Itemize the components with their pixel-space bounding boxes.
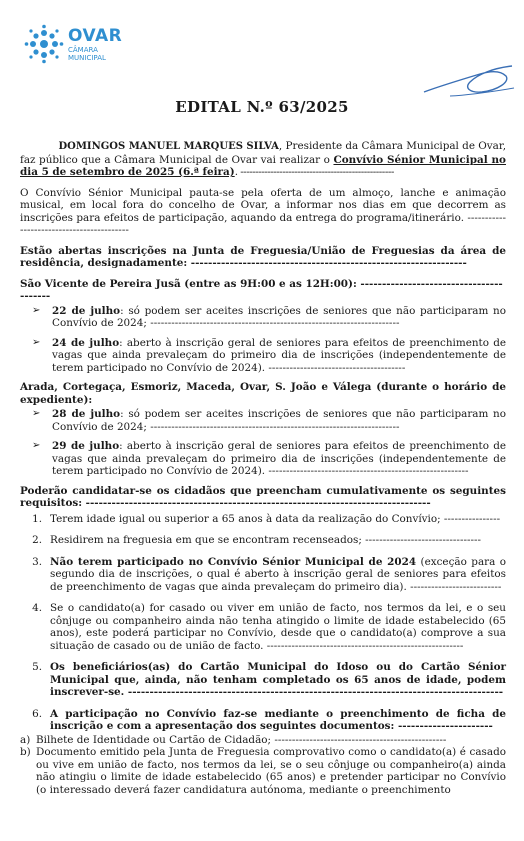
- ovar-flower-logo-icon: [24, 24, 64, 64]
- signature-scribble: [420, 62, 516, 102]
- logo-sub-line1: CÂMARA: [68, 46, 98, 54]
- group1-header: São Vicente de Pereira Jusã (entre as 9H:00 e as 12H:00): ----------------------------------------: [20, 277, 503, 302]
- requirement-sub-a: a) Bilhete de Identidade ou Cartão de Cidadão; -------------------------------------------------: [20, 733, 447, 746]
- requirement-item-3: 3. Não terem participado no Convívio Sénior Municipal de 2024 (exceção para o segundo dia de inscrições, o qual é aberto à inscrição geral de seniores para efeitos de preenchimento de vagas que ainda prevaleçam do primeiro dia). --------------------------: [32, 555, 506, 593]
- requirement-item-2: 2. Residirem na freguesia em que se encontram recenseados; ---------------------------------: [32, 534, 482, 546]
- group2-header: Arada, Cortegaça, Esmoriz, Maceda, Ovar, S. João e Válega (durante o horário de expediente):: [20, 381, 506, 406]
- requirement-item-5: 5. Os beneficiários(as) do Cartão Municipal do Idoso ou do Cartão Sénior Municipal que, ainda, não tenham completado os 65 anos de idade, podem inscrever-se. ---------------------------------------------------------------------------------------: [32, 661, 506, 698]
- requirement-item-6: 6. A participação no Convívio faz-se mediante o preenchimento de ficha de inscrição e com a apresentação dos seguintes documentos: ----------------------: [32, 707, 506, 732]
- list-item: ➢ 24 de julho: aberto à inscrição geral de seniores para efeitos de preenchimento de vagas que ainda prevaleçam do primeiro dia de inscrições (independentemente de terem participado no Convívio de 2024). ---------------------------------------: [32, 336, 506, 374]
- logo-name: OVAR: [68, 26, 123, 46]
- requirement-sub-b: b) Documento emitido pela Junta de Freguesia comprovativo como o candidato(a) é casado ou vive em união de facto, nos termos da lei, se o seu cônjuge ou companheiro(a) ainda não atingiu o limite de idade estabelecido (65 anos) e pretender participar no Convívio (o interessado deverá fazer candidatura autónoma, mediante o preenchimento: [20, 746, 506, 796]
- event-name: Convívio Sénior Municipal no dia 5 de setembro de 2025 (6.ª feira): [20, 153, 506, 178]
- requirement-item-1: 1. Terem idade igual ou superior a 65 anos à data da realização do Convívio; ----------------: [32, 512, 501, 525]
- intro-paragraph: DOMINGOS MANUEL MARQUES SILVA, Presidente da Câmara Municipal de Ovar, faz público que a Câmara Municipal de Ovar vai realizar o Convívio Sénior Municipal no dia 5 de setembro de 2025 (6.ª feira). ---------------------------------------------------: [20, 140, 506, 178]
- arrow-bullet-icon: ➢: [32, 304, 41, 316]
- president-name: DOMINGOS MANUEL MARQUES SILVA: [58, 141, 279, 152]
- logo-sub-line2: MUNICIPAL: [68, 54, 106, 62]
- arrow-bullet-icon: ➢: [32, 440, 41, 451]
- description-paragraph: O Convívio Sénior Municipal pauta-se pela oferta de um almoço, lanche e animação musical, em local fora do concelho de Ovar, a informar nos dias em que decorrem as inscrições para efeitos de participação, aquando da entrega do programa/itinerário. ------------------------------------------: [20, 186, 506, 236]
- list-item: ➢ 29 de julho: aberto à inscrição geral de seniores para efeitos de preenchimento de vagas que ainda prevaleçam do primeiro dia de inscrições (independentemente de terem participado no Convívio de 2024). ---------------------------------------------------------: [32, 440, 506, 477]
- registration-paragraph: Estão abertas inscrições na Junta de Freguesia/União de Freguesias da área de residência, designadamente: ----------------------------------------------------------------: [20, 244, 506, 269]
- arrow-bullet-icon: ➢: [32, 408, 41, 419]
- list-item: ➢ 28 de julho: só podem ser aceites inscrições de seniores que não participaram no Convívio de 2024; -----------------------------------------------------------------------: [32, 408, 506, 433]
- document-body: [20, 140, 506, 796]
- arrow-bullet-icon: ➢: [32, 336, 41, 348]
- list-item: ➢ 22 de julho: só podem ser aceites inscrições de seniores que não participaram no Convívio de 2024; -----------------------------------------------------------------------: [32, 304, 506, 329]
- requirement-item-4: 4. Se o candidato(a) for casado ou viver em união de facto, nos termos da lei, e o seu cônjuge ou companheiro ainda não tenha atingido o limite de idade estabelecido (65 anos), este poderá participar no Convívio, desde que o candidato(a) comprove a sua situação de casado ou de união de facto. --------------------------------------------------------: [32, 602, 506, 652]
- requirements-header: Poderão candidatar-se os cidadãos que preencham cumulativamente os seguintes requisitos: --------------------------------------------------------------------------------: [20, 484, 506, 509]
- page-title: EDITAL N.º 63/2025: [175, 98, 349, 116]
- ovar-logo: [24, 22, 124, 66]
